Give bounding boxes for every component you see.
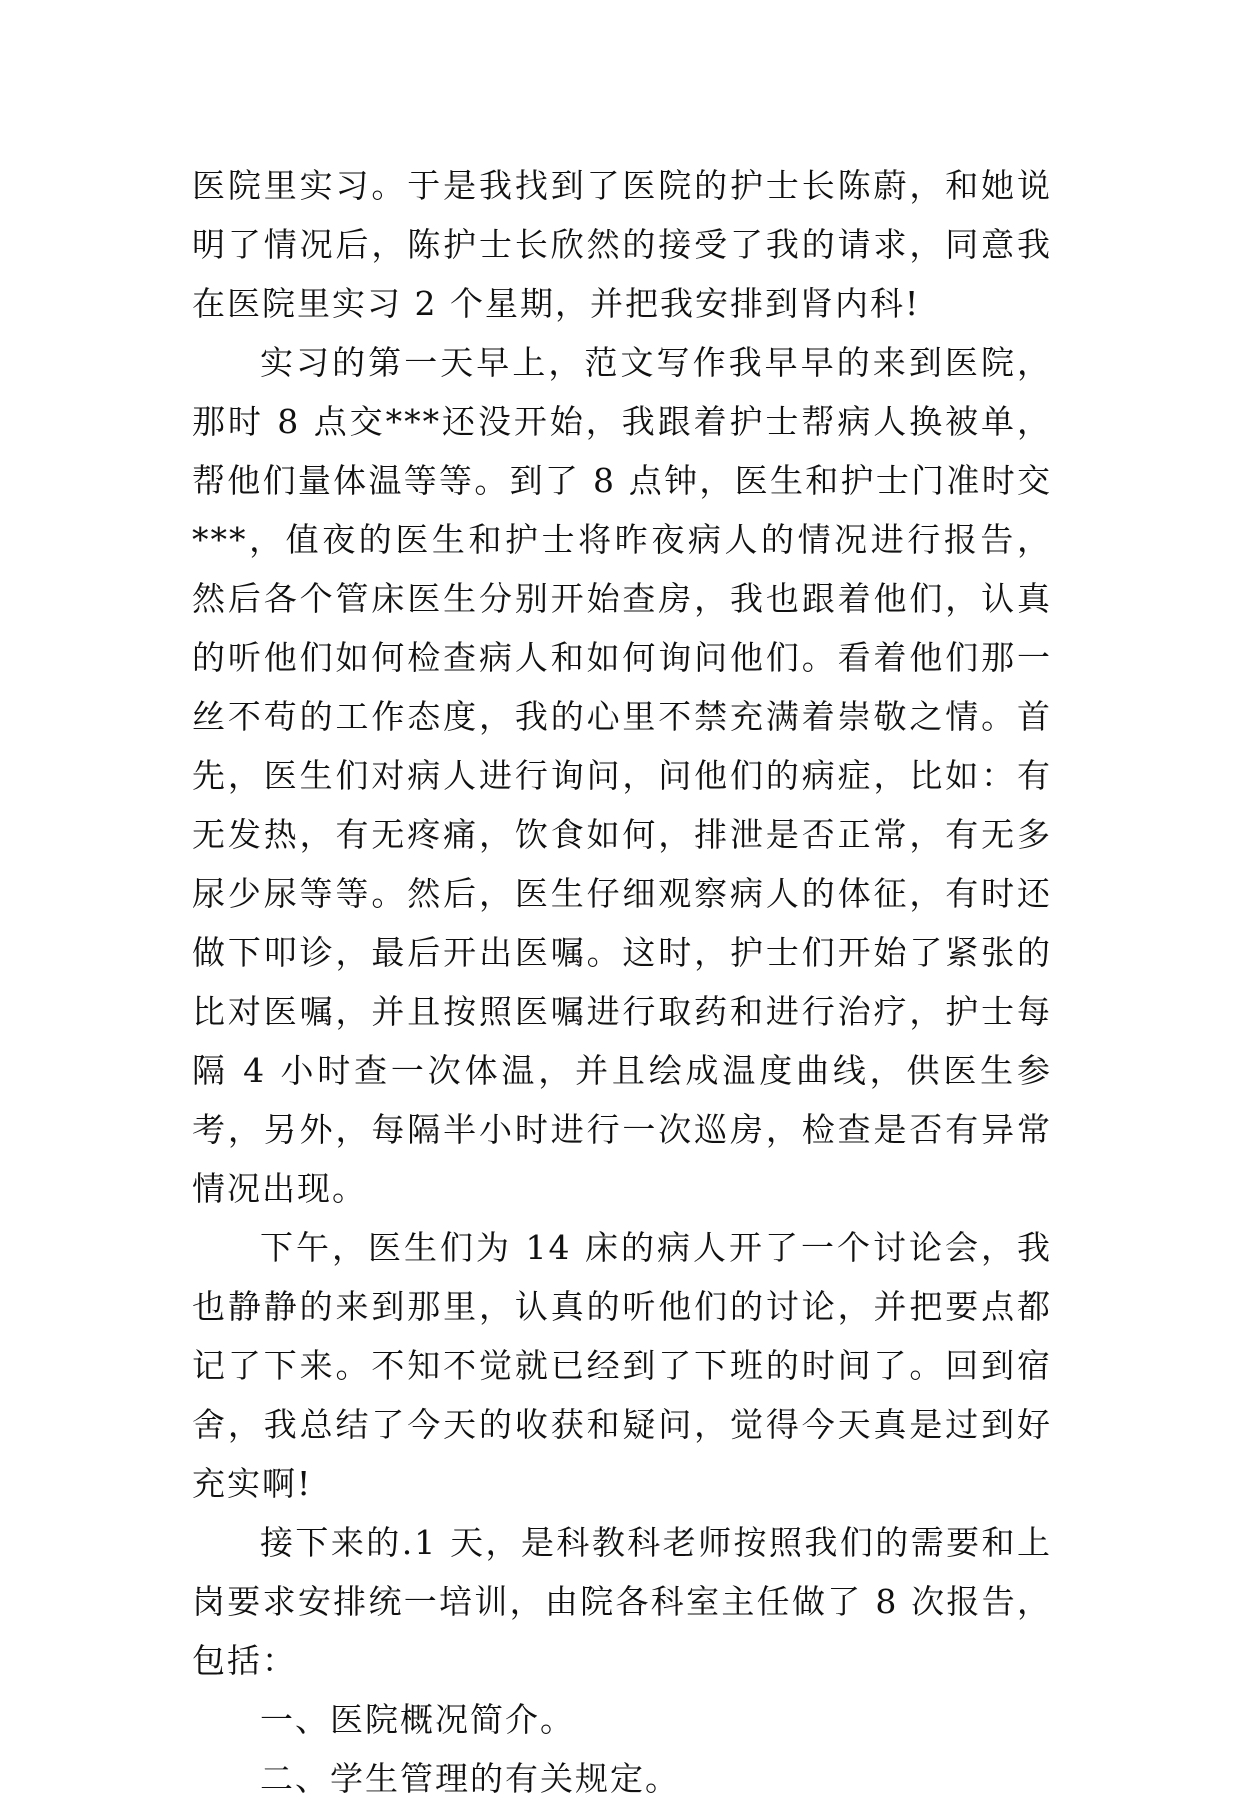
paragraph-4: 接下来的.1 天，是科教科老师按照我们的需要和上岗要求安排统一培训，由院各科室主任做了 8 次报告，包括：: [192, 1523, 1052, 1680]
paragraph-3: 下午，医生们为 14 床的病人开了一个讨论会，我也静静的来到那里，认真的听他们的讨论，并把要点都记了下来。不知不觉就已经到了下班的时间了。回到宿舍，我总结了今天的收获和疑问，觉得今天真是过到好充实啊!: [192, 1228, 1052, 1503]
document-body: [192, 156, 1052, 1808]
list-item-2: 二、学生管理的有关规定。: [260, 1759, 680, 1798]
paragraph-1: 医院里实习。于是我找到了医院的护士长陈蔚，和她说明了情况后，陈护士长欣然的接受了我的请求，同意我在医院里实习 2 个星期，并把我安排到肾内科!: [192, 166, 1052, 323]
paragraph-2: 实习的第一天早上，范文写作我早早的来到医院，那时 8 点交***还没开始，我跟着护士帮病人换被单，帮他们量体温等等。到了 8 点钟，医生和护士门准时交***，值夜的医生和护士将昨夜病人的情况进行报告，然后各个管床医生分别开始查房，我也跟着他们，认真的听他们如何检查病人和如何询问他们。看着他们那一丝不苟的工作态度，我的心里不禁充满着崇敬之情。首先，医生们对病人进行询问，问他们的病症，比如：有无发热，有无疼痛，饮食如何，排泄是否正常，有无多尿少尿等等。然后，医生仔细观察病人的体征，有时还做下叩诊，最后开出医嘱。这时，护士们开始了紧张的比对医嘱，并且按照医嘱进行取药和进行治疗，护士每隔 4 小时查一次体温，并且绘成温度曲线，供医生参考，另外，每隔半小时进行一次巡房，检查是否有异常情况出现。: [192, 343, 1052, 1208]
list-item-1: 一、医院概况简介。: [260, 1700, 575, 1739]
